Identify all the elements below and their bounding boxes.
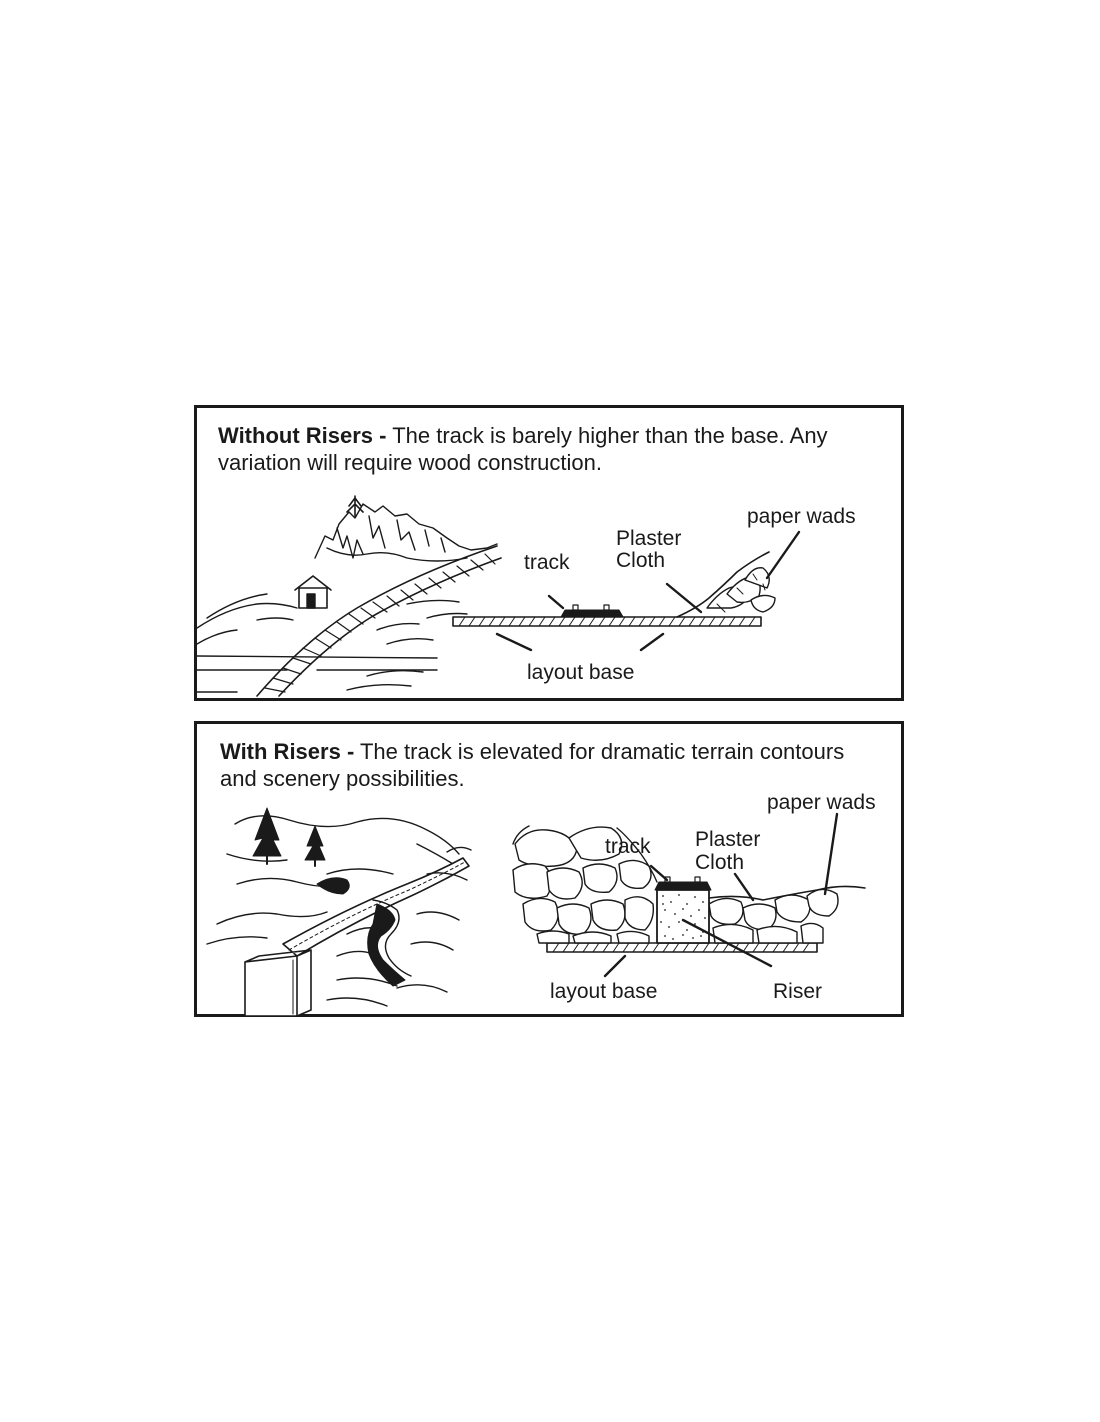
caption-text: The track is elevated for dramatic terrain contours and scenery possibilities. [220,739,845,791]
label-paper-wads: paper wads [747,505,856,528]
caption-text: The track is barely higher than the base. Any variation will require wood construction. [218,423,828,475]
label-cloth: Cloth [616,549,666,572]
label-track: track [524,551,570,574]
caption-heading: Without Risers - [218,423,387,448]
label-paper-wads: paper wads [767,791,876,814]
cross-section-risers [197,724,901,1014]
panel-with-risers [194,721,904,1017]
caption-heading: With Risers - [220,739,355,764]
panel-without-risers [194,405,904,701]
label-cloth: Cloth [695,851,745,874]
label-plaster: Plaster [616,527,682,550]
label-plaster: Plaster [695,828,761,851]
label-layout-base: layout base [527,661,635,684]
label-track: track [605,835,651,858]
label-riser: Riser [773,980,823,1003]
label-layout-base: layout base [550,980,658,1003]
